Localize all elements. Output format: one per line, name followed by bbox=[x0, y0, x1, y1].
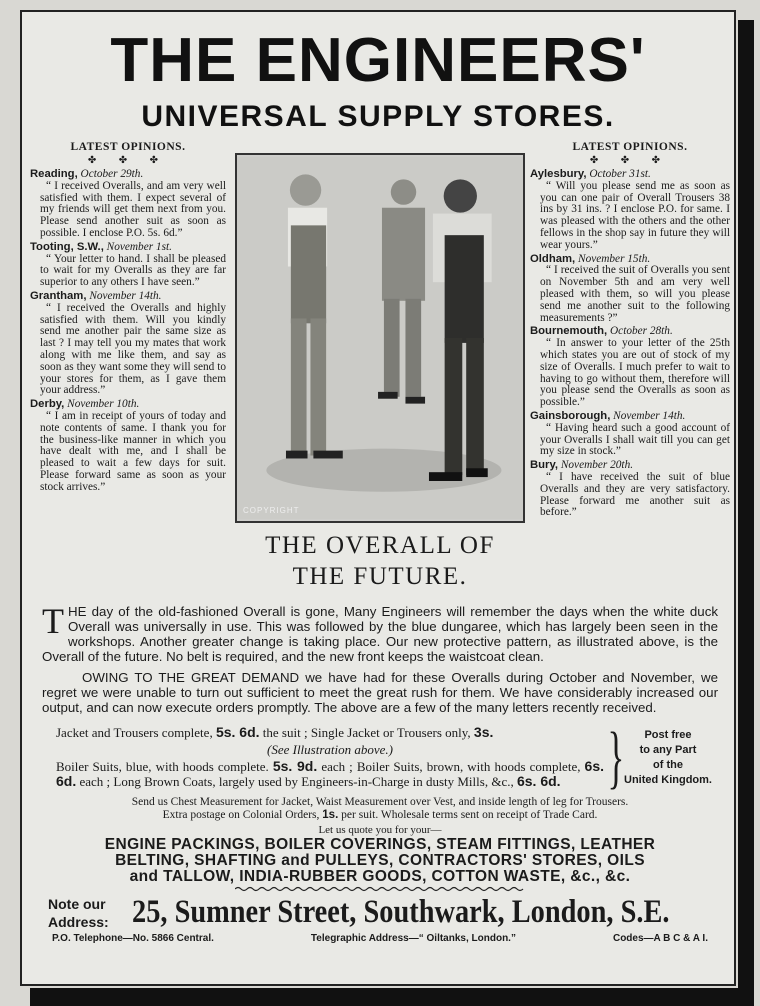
lower-section bbox=[42, 601, 718, 945]
opinion-date: November 15th. bbox=[578, 252, 651, 265]
price-row bbox=[42, 719, 718, 796]
left-opinions-column bbox=[30, 140, 226, 496]
text: each ; Boiler Suits, brown, with hoods complete, bbox=[317, 759, 585, 774]
post-free-line: Post free bbox=[644, 729, 692, 741]
body-copy bbox=[42, 601, 718, 721]
opinion-item bbox=[530, 411, 730, 458]
contact-line bbox=[42, 933, 718, 945]
opinion-item bbox=[530, 460, 730, 519]
opinion-place: Reading, bbox=[30, 168, 78, 180]
measurement-note: Send us Chest Measurement for Jacket, Waist Measurement over Vest, and inside length of leg for Trousers. bbox=[131, 796, 629, 808]
text: Jacket and Trousers complete, bbox=[56, 725, 216, 740]
opinion-date: November 1st. bbox=[106, 240, 172, 253]
text: Note our bbox=[48, 896, 106, 912]
ornament-icon: ✤ ✤ ✤ bbox=[589, 155, 671, 166]
opinion-place: Bournemouth, bbox=[530, 325, 608, 338]
post-free-note bbox=[618, 728, 718, 788]
opinion-item bbox=[530, 254, 730, 325]
opinion-item bbox=[530, 326, 730, 409]
opinion-quote: “ I received the suit of Overalls you sent on November 5th and am very well pleased with them, so will you please send me another suit to the following measurements ?” bbox=[540, 264, 730, 324]
opinion-date: October 31st. bbox=[589, 168, 651, 180]
opinion-item bbox=[530, 169, 730, 252]
opinion-place: Derby, bbox=[30, 398, 65, 411]
opinion-place: Tooting, S.W., bbox=[30, 240, 104, 253]
ornament-icon: ✤ ✤ ✤ bbox=[87, 155, 169, 166]
page-shadow-right bbox=[738, 20, 754, 1006]
goods-line: ENGINE PACKINGS, BOILER COVERINGS, STEAM FITTINGS, LEATHER bbox=[104, 836, 656, 853]
opinion-date: November 14th. bbox=[89, 289, 162, 302]
ad-subtitle: UNIVERSAL SUPPLY STORES. bbox=[141, 100, 615, 133]
opinion-quote: “ Having heard such a good account of your Overalls I shall wait till you can get my size in stock.” bbox=[540, 421, 730, 458]
price: 1s. bbox=[322, 809, 339, 821]
intro-text: HE day of the old-fashioned Overall is gone, Many Engineers will remember the days when the white duck Overall was universally in use. This was followed by the blue dungaree, which has largely been seen in the workshops. Another greater change is taking place. Our new protective pattern, as illustrated above, is the Overall of the future. No belt is required, and the new front keeps the waistcoat clean. bbox=[42, 604, 718, 664]
demand-paragraph: OWING TO THE GREAT DEMAND we have had for these Overalls during October and November, we regret we were unable to turn out sufficient to meet the great rush for them. We have considerably increased our output, and can now execute orders promptly. The above are a few of the many letters recently received. bbox=[42, 670, 718, 715]
opinion-place: Gainsborough, bbox=[530, 409, 611, 422]
opinion-date: November 14th. bbox=[613, 409, 686, 422]
see-illustration-note: (See Illustration above.) bbox=[267, 742, 393, 757]
post-free-line: of the bbox=[653, 759, 683, 771]
caption-line-2: THE FUTURE. bbox=[292, 563, 468, 590]
text: Extra postage on Colonial Orders, bbox=[162, 809, 323, 821]
text: per suit. Wholesale terms sent on receipt of Trade Card. bbox=[338, 809, 598, 821]
telegraphic-address: Telegraphic Address—“ Oiltanks, London.” bbox=[310, 933, 516, 944]
goods-line: and TALLOW, INDIA-RUBBER GOODS, COTTON WASTE, &c., &c. bbox=[129, 868, 631, 885]
opinion-place: Bury, bbox=[530, 459, 559, 472]
street-address: 25, Sumner Street, Southwark, London, S.E. bbox=[132, 894, 670, 930]
quote-intro: Let us quote you for your— bbox=[318, 824, 442, 836]
opinion-place: Aylesbury, bbox=[530, 168, 587, 180]
caption-line-1: THE OVERALL OF bbox=[265, 532, 495, 559]
opinion-date: October 29th. bbox=[80, 168, 144, 180]
intro-paragraph bbox=[42, 601, 718, 664]
brace-icon: } bbox=[607, 719, 625, 796]
goods-line: BELTING, SHAFTING and PULLEYS, CONTRACTORS' STORES, OILS bbox=[115, 852, 645, 869]
goods-list bbox=[42, 837, 718, 885]
opinion-item bbox=[30, 291, 226, 397]
opinions-heading: LATEST OPINIONS. bbox=[572, 141, 688, 153]
opinion-quote: “ Your letter to hand. I shall be pleased to wait for my Overalls as they are far superior to any others I have seen.” bbox=[40, 252, 226, 289]
codes: Codes—A B C & A I. bbox=[612, 933, 708, 944]
opinion-place: Grantham, bbox=[30, 289, 87, 302]
text: the suit ; Single Jacket or Trousers only, bbox=[259, 725, 474, 740]
text: Address: bbox=[48, 914, 109, 930]
opinion-header bbox=[30, 242, 226, 254]
price-line-jacket bbox=[56, 725, 604, 740]
opinion-item bbox=[30, 242, 226, 289]
opinions-heading: LATEST OPINIONS. bbox=[70, 141, 186, 153]
text: each ; Long Brown Coats, largely used by Engineers-in-Charge in dusty Mills, &c., bbox=[76, 774, 517, 789]
postage-note bbox=[42, 809, 718, 822]
order-notes bbox=[42, 796, 718, 822]
opinion-quote: “ I received the Overalls and highly satisfied with them. Will you kindly send me another pair the same size as last ? I may tell you my mates that work along with me like them, and say as soon as they want some they will send to your stores for them, as I gave them your address.” bbox=[40, 301, 226, 397]
address-block bbox=[42, 893, 718, 933]
price: 6s. 6d. bbox=[516, 773, 561, 789]
opinions-list bbox=[530, 169, 730, 519]
right-opinions-column bbox=[530, 140, 730, 521]
opinion-quote: “ In answer to your letter of the 25th which states you are out of stock of my size of Overalls. I much prefer to wait to having to go without them, therefore will you please send the Overalls as soon as possible.” bbox=[540, 337, 730, 409]
opinion-date: November 10th. bbox=[67, 398, 140, 411]
three-men-in-overalls-illustration bbox=[237, 155, 523, 521]
page-shadow-bottom bbox=[30, 988, 754, 1006]
opinion-quote: “ I have received the suit of blue Overalls and they are very satisfactory. Please forward me another suit as before.” bbox=[540, 470, 730, 519]
illustration bbox=[235, 153, 525, 523]
opinion-date: November 20th. bbox=[560, 459, 634, 472]
opinion-header bbox=[30, 291, 226, 303]
drop-cap: T bbox=[42, 601, 64, 641]
price: 5s. 9d. bbox=[272, 758, 318, 774]
opinion-quote: “ I am in receipt of yours of today and note contents of same. I thank you for the business-like manner in which you have dealt with me, and I shall be pleased to wait a few days for suit. Please forward same as soon as your stock arrives.” bbox=[40, 409, 226, 493]
price: 6s. 6d. bbox=[56, 758, 604, 789]
opinion-date: October 28th. bbox=[610, 325, 673, 338]
post-free-line: to any Part bbox=[639, 744, 697, 756]
text: Boiler Suits, blue, with hoods complete. bbox=[56, 759, 273, 774]
illustration-caption bbox=[234, 530, 526, 592]
ad-title: THE ENGINEERS' bbox=[110, 26, 646, 95]
note-our-address-label bbox=[48, 895, 109, 931]
opinion-quote: “ Will you please send me as soon as you can one pair of Overall Trousers 38 ins by 31 ins. ? I enclose P.O. for same. I was pleased with the others and the other fellows in the shop say in future they will wear yours.” bbox=[540, 179, 730, 251]
price: 3s. bbox=[473, 724, 494, 740]
price: 5s. 6d. bbox=[215, 724, 260, 740]
opinion-place: Oldham, bbox=[530, 252, 576, 265]
opinions-list bbox=[30, 169, 226, 494]
price-line-boiler-suits bbox=[56, 759, 604, 789]
price-list bbox=[42, 725, 604, 791]
post-free-line: United Kingdom. bbox=[624, 774, 712, 786]
opinion-item bbox=[30, 399, 226, 493]
opinion-header bbox=[530, 411, 730, 423]
telephone: P.O. Telephone—No. 5866 Central. bbox=[52, 933, 214, 944]
advertisement bbox=[20, 10, 736, 986]
copyright-mark: COPYRIGHT bbox=[243, 506, 300, 515]
opinion-item bbox=[30, 169, 226, 240]
opinion-quote: “ I received Overalls, and am very well satisfied with them. I expect several of my friends will get them next from you. Please send another suit as soon as possible. I enclose P.O. 5s. 6d.” bbox=[40, 179, 226, 239]
